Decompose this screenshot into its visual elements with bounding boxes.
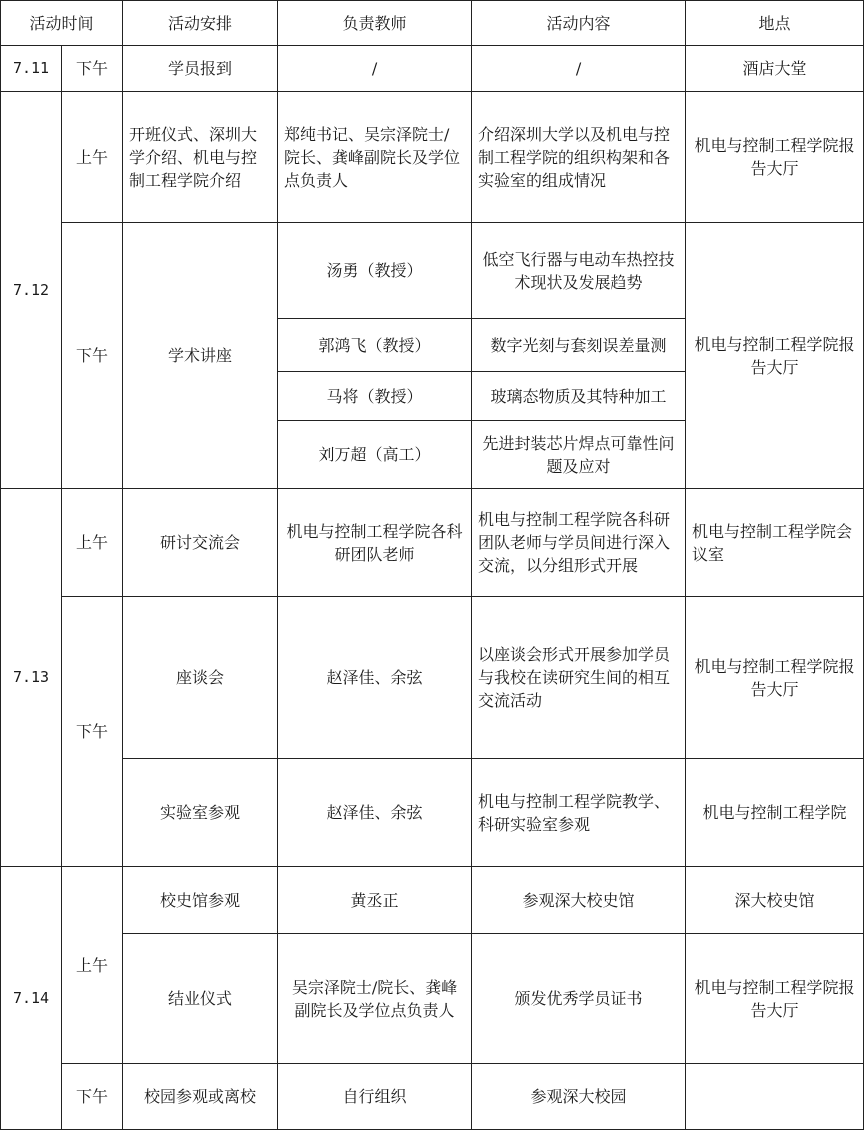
activity-cell: 实验室参观 xyxy=(123,759,278,867)
period-cell: 下午 xyxy=(62,46,123,92)
table-row xyxy=(1,92,864,223)
content-cell: 参观深大校园 xyxy=(472,1064,686,1130)
date-cell: 7.13 xyxy=(1,489,62,867)
date-cell: 7.14 xyxy=(1,867,62,1130)
location-cell: 酒店大堂 xyxy=(686,46,864,92)
date-cell: 7.11 xyxy=(1,46,62,92)
location-cell: 深大校史馆 xyxy=(686,867,864,934)
teacher-cell: / xyxy=(278,46,472,92)
activity-cell: 结业仪式 xyxy=(123,934,278,1064)
table-row xyxy=(1,489,864,597)
location-cell: 机电与控制工程学院报告大厅 xyxy=(686,92,864,223)
activity-cell: 研讨交流会 xyxy=(123,489,278,597)
period-cell: 下午 xyxy=(62,597,123,867)
content-cell: 玻璃态物质及其特种加工 xyxy=(472,372,686,421)
teacher-cell: 自行组织 xyxy=(278,1064,472,1130)
date-cell: 7.12 xyxy=(1,92,62,489)
content-cell: 参观深大校史馆 xyxy=(472,867,686,934)
activity-cell: 学术讲座 xyxy=(123,223,278,489)
activity-cell: 开班仪式、深圳大学介绍、机电与控制工程学院介绍 xyxy=(123,92,278,223)
activity-cell: 座谈会 xyxy=(123,597,278,759)
content-cell: 机电与控制工程学院教学、科研实验室参观 xyxy=(472,759,686,867)
teacher-cell: 黄丞正 xyxy=(278,867,472,934)
teacher-cell: 机电与控制工程学院各科研团队老师 xyxy=(278,489,472,597)
table-row xyxy=(1,759,864,867)
table-row xyxy=(1,934,864,1064)
period-cell: 上午 xyxy=(62,489,123,597)
header-row xyxy=(1,1,864,46)
location-cell: 机电与控制工程学院报告大厅 xyxy=(686,934,864,1064)
teacher-cell: 汤勇（教授） xyxy=(278,223,472,319)
table-row xyxy=(1,223,864,319)
period-cell: 下午 xyxy=(62,223,123,489)
content-cell: 低空飞行器与电动车热控技术现状及发展趋势 xyxy=(472,223,686,319)
content-cell: 先进封装芯片焊点可靠性问题及应对 xyxy=(472,421,686,489)
header-cell-location: 地点 xyxy=(686,1,864,46)
location-cell: 机电与控制工程学院 xyxy=(686,759,864,867)
table-row xyxy=(1,46,864,92)
teacher-cell: 赵泽佳、余弦 xyxy=(278,597,472,759)
teacher-cell: 吴宗泽院士/院长、龚峰副院长及学位点负责人 xyxy=(278,934,472,1064)
table-row xyxy=(1,1064,864,1130)
header-cell-time: 活动时间 xyxy=(1,1,123,46)
location-cell: 机电与控制工程学院报告大厅 xyxy=(686,223,864,489)
activity-cell: 校园参观或离校 xyxy=(123,1064,278,1130)
header-cell-teacher: 负责教师 xyxy=(278,1,472,46)
header-cell-content: 活动内容 xyxy=(472,1,686,46)
location-cell: 机电与控制工程学院会议室 xyxy=(686,489,864,597)
content-cell: 机电与控制工程学院各科研团队老师与学员间进行深入交流，以分组形式开展 xyxy=(472,489,686,597)
content-cell: / xyxy=(472,46,686,92)
period-cell: 上午 xyxy=(62,92,123,223)
teacher-cell: 郭鸿飞（教授） xyxy=(278,319,472,372)
table-row xyxy=(1,867,864,934)
content-cell: 以座谈会形式开展参加学员与我校在读研究生间的相互交流活动 xyxy=(472,597,686,759)
period-cell: 上午 xyxy=(62,867,123,1064)
table-row xyxy=(1,597,864,759)
activity-cell: 校史馆参观 xyxy=(123,867,278,934)
location-cell: 机电与控制工程学院报告大厅 xyxy=(686,597,864,759)
teacher-cell: 郑纯书记、吴宗泽院士/院长、龚峰副院长及学位点负责人 xyxy=(278,92,472,223)
period-cell: 下午 xyxy=(62,1064,123,1130)
teacher-cell: 刘万超（高工） xyxy=(278,421,472,489)
teacher-cell: 马将（教授） xyxy=(278,372,472,421)
header-cell-arrangement: 活动安排 xyxy=(123,1,278,46)
location-cell xyxy=(686,1064,864,1130)
content-cell: 数字光刻与套刻误差量测 xyxy=(472,319,686,372)
content-cell: 介绍深圳大学以及机电与控制工程学院的组织构架和各实验室的组成情况 xyxy=(472,92,686,223)
content-cell: 颁发优秀学员证书 xyxy=(472,934,686,1064)
activity-cell: 学员报到 xyxy=(123,46,278,92)
teacher-cell: 赵泽佳、余弦 xyxy=(278,759,472,867)
